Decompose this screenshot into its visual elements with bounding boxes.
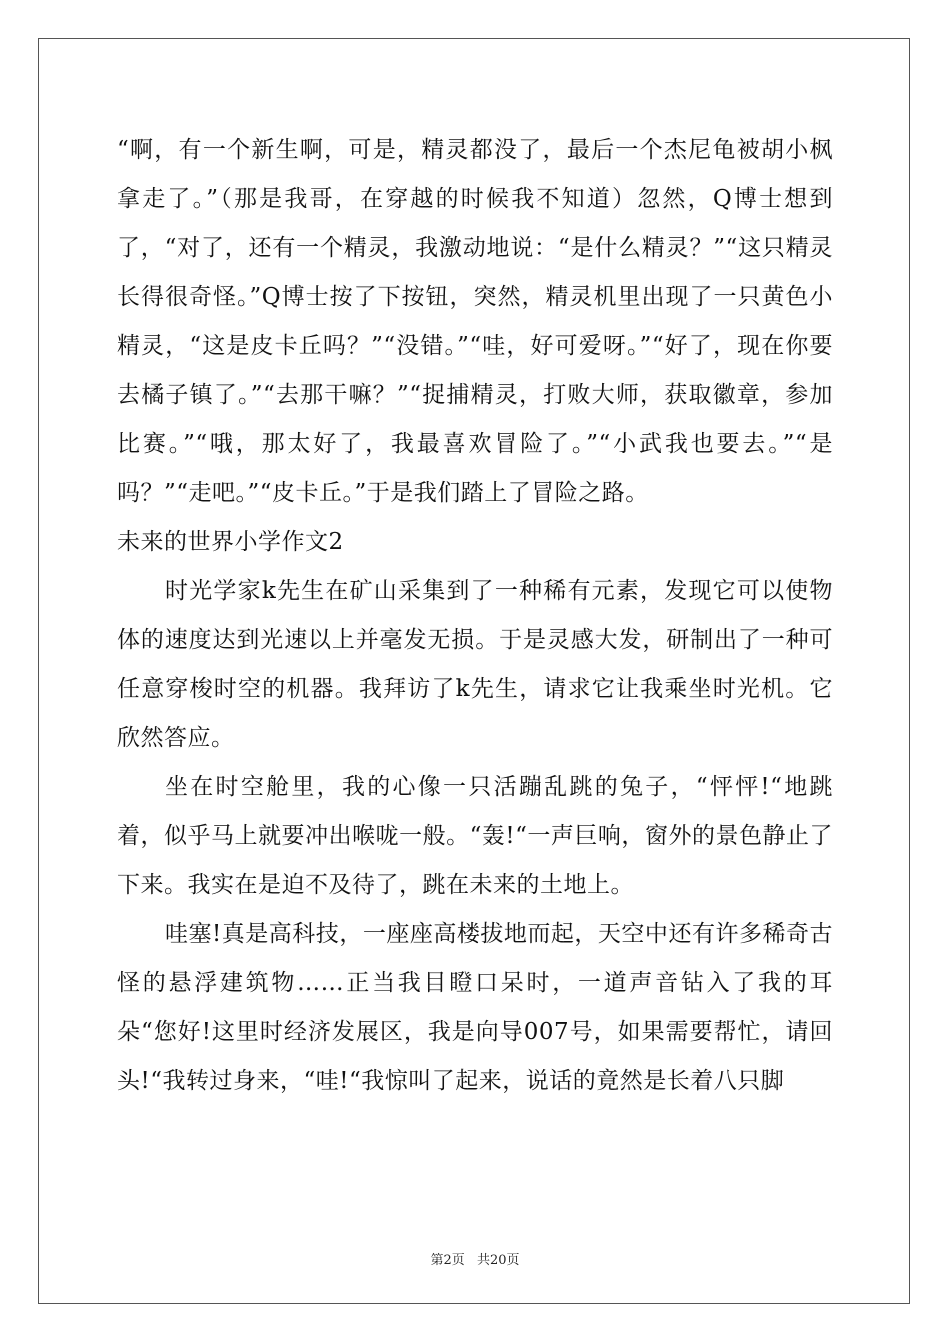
section-paragraph-3: 哇塞!真是高科技，一座座高楼拔地而起，天空中还有许多稀奇古怪的悬浮建筑物……正当我目瞪口呆时，一道声音钻入了我的耳朵“您好!这里时经济发展区，我是向导007号，如果需要帮忙，请回头!“我转过身来，“哇!“我惊叫了起来，说话的竟然是长着八只脚 bbox=[117, 921, 833, 1094]
page-footer bbox=[0, 1249, 950, 1268]
page-number: 第2页 bbox=[430, 1253, 465, 1268]
total-pages: 共20页 bbox=[476, 1253, 520, 1268]
document-body bbox=[117, 126, 833, 1106]
paragraph-1: “啊，有一个新生啊，可是，精灵都没了，最后一个杰尼龟被胡小枫拿走了。”（那是我哥，在穿越的时候我不知道）忽然，Q博士想到了，“对了，还有一个精灵，我激动地说：“是什么精灵？”“这只精灵长得很奇怪。”Q博士按了下按钮，突然，精灵机里出现了一只黄色小精灵，“这是皮卡丘吗？”“没错。”“哇，好可爱呀。”“好了，现在你要去橘子镇了。”“去那干嘛？”“捉捕精灵，打败大师，获取徽章，参加比赛。”“哦，那太好了，我最喜欢冒险了。”“小武我也要去。”“是吗？”“走吧。”“皮卡丘。”于是我们踏上了冒险之路。 bbox=[117, 137, 833, 506]
section-title: 未来的世界小学作文2 bbox=[117, 529, 344, 555]
section-paragraph-1: 时光学家k先生在矿山采集到了一种稀有元素，发现它可以使物体的速度达到光速以上并毫发无损。于是灵感大发，研制出了一种可任意穿梭时空的机器。我拜访了k先生，请求它让我乘坐时光机。它欣然答应。 bbox=[117, 578, 833, 751]
section-paragraph-2: 坐在时空舱里，我的心像一只活蹦乱跳的兔子，“怦怦!“地跳着，似乎马上就要冲出喉咙一般。“轰!“一声巨响，窗外的景色静止了下来。我实在是迫不及待了，跳在未来的土地上。 bbox=[117, 774, 833, 898]
